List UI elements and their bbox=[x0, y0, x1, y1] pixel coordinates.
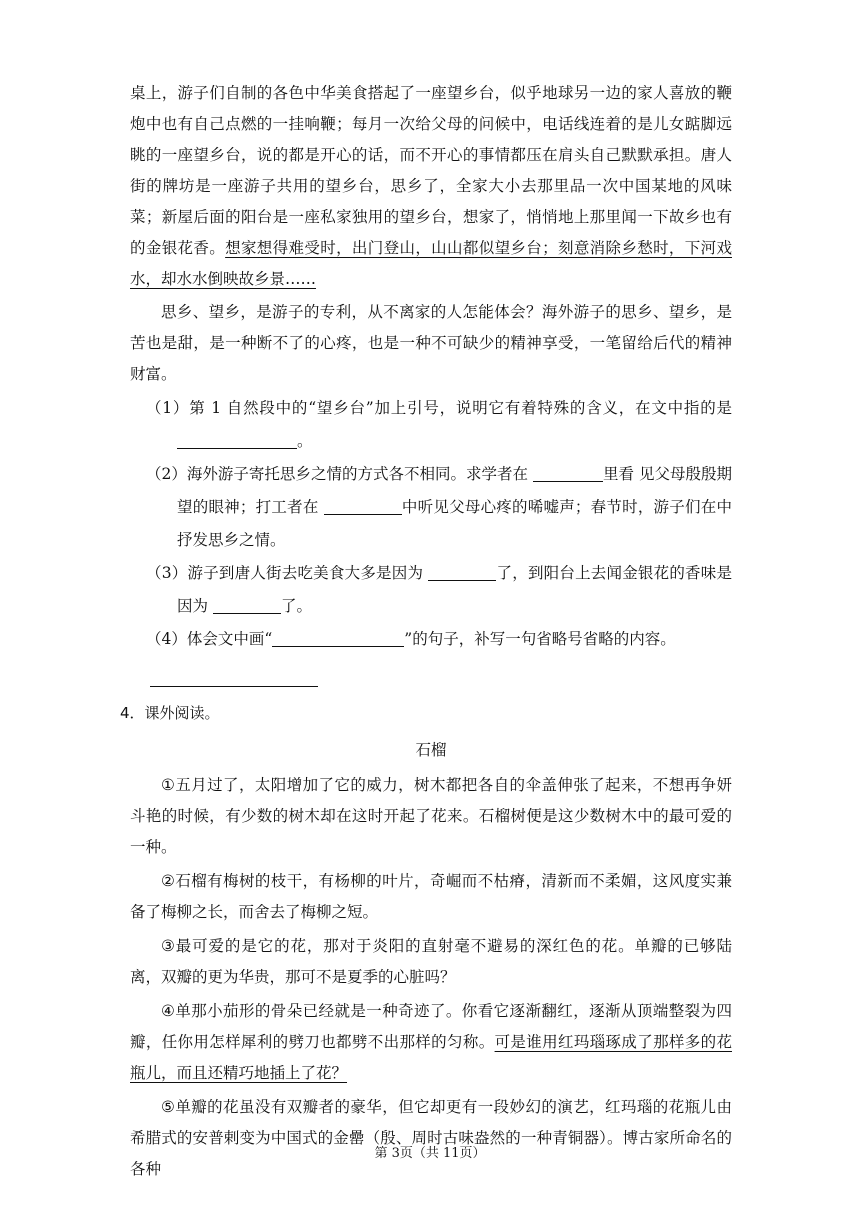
passage-paragraph-continuation bbox=[130, 78, 732, 295]
article-paragraph-4: ④单那小茄形的骨朵已经就是一种奇迹了。你看它逐渐翻红，逐渐从顶端整裂为四瓣，任你用怎样犀利的劈刀也都劈不出那样的匀称。可是谁用红玛瑙琢成了那样多的花瓶儿，而且还精巧地插上了花？ bbox=[130, 1002, 732, 1082]
answer-blank[interactable] bbox=[324, 496, 402, 515]
passage-text: 桌上，游子们自制的各色中华美食搭起了一座望乡台，似乎地球另一边的家人喜放的鞭炮中也有自己点燃的一挂响鞭；每月一次给父母的问候中，电话线连着的是儿女踮脚远眺的一座望乡台，说的都是开心的话，而不开心的事情都压在肩头自己默默承担。唐人街的牌坊是一座游子共用的望乡台，思乡了，全家大小去那里品一次中国某地的风味菜；新屋后面的阳台是一座私家独用的望乡台，想家了，悄悄地上那里闻一下故乡也有的金银花香。 bbox=[130, 84, 732, 257]
question-4: （4）体会文中画“ ”的句子，补写一句省略号省略的内容。 bbox=[146, 630, 676, 648]
article-title: 石榴 bbox=[415, 741, 447, 759]
answer-blank[interactable] bbox=[533, 463, 603, 482]
question-1: （1）第 1 自然段中的“望乡台”加上引号，说明它有着特殊的含义，在文中指的是 。 bbox=[146, 399, 732, 450]
answer-line[interactable] bbox=[150, 670, 318, 687]
article-paragraph-5: ⑤单瓣的花虽没有双瓣者的豪华，但它却更有一段妙幻的演艺，红玛瑙的花瓶儿由希腊式的安普剌变为中国式的金罍（殷、周时古味盎然的一种青铜器）。博古家所命名的各种 bbox=[130, 1098, 732, 1178]
answer-blank[interactable] bbox=[428, 562, 496, 581]
answer-blank[interactable] bbox=[213, 595, 281, 614]
underlined-sentence: 可是谁用红玛瑙琢成了那样多的花瓶儿，而且还精巧地插上了花？ bbox=[130, 1033, 732, 1082]
article-paragraph-2: ②石榴有梅树的枝干，有杨柳的叶片，奇崛而不枯瘠，清新而不柔媚，这风度实兼备了梅柳之长，而舍去了梅柳之短。 bbox=[130, 872, 732, 921]
page-footer: 第 3页（共 11页） bbox=[374, 1146, 486, 1161]
answer-blank[interactable] bbox=[272, 628, 404, 647]
section-heading: 4．课外阅读。 bbox=[120, 704, 220, 722]
article-paragraph-1: ①五月过了，太阳增加了它的威力，树木都把各自的伞盖伸张了起来，不想再争妍斗艳的时候，有少数的树木却在这时开起了花来。石榴树便是这少数树木中的最可爱的一种。 bbox=[130, 776, 732, 856]
article-paragraph-3: ③最可爱的是它的花，那对于炎阳的直射毫不避易的深红色的花。单瓣的已够陆离，双瓣的更为华贵，那可不是夏季的心脏吗？ bbox=[130, 937, 732, 986]
answer-blank[interactable] bbox=[177, 430, 297, 449]
passage-paragraph-closing: 思乡、望乡，是游子的专利，从不离家的人怎能体会？海外游子的思乡、望乡，是苦也是甜，是一种断不了的心疼，也是一种不可缺少的精神享受，一笔留给后代的精神财富。 bbox=[130, 303, 732, 383]
question-3: （3）游子到唐人街去吃美食大多是因为 了，到阳台上去闻金银花的香味是因为 了。 bbox=[146, 564, 732, 615]
underlined-sentence: 想家想得难受时，出门登山，山山都似望乡台；刻意消除乡愁时，下河戏水，却水水倒映故乡景…… bbox=[130, 239, 732, 288]
document-page bbox=[120, 78, 732, 1185]
question-2: （2）海外游子寄托思乡之情的方式各不相同。求学者在 里看 见父母殷殷期望的眼神；打工者在 中听见父母心疼的唏嘘声；春节时，游子们在中抒发思乡之情。 bbox=[146, 465, 732, 549]
